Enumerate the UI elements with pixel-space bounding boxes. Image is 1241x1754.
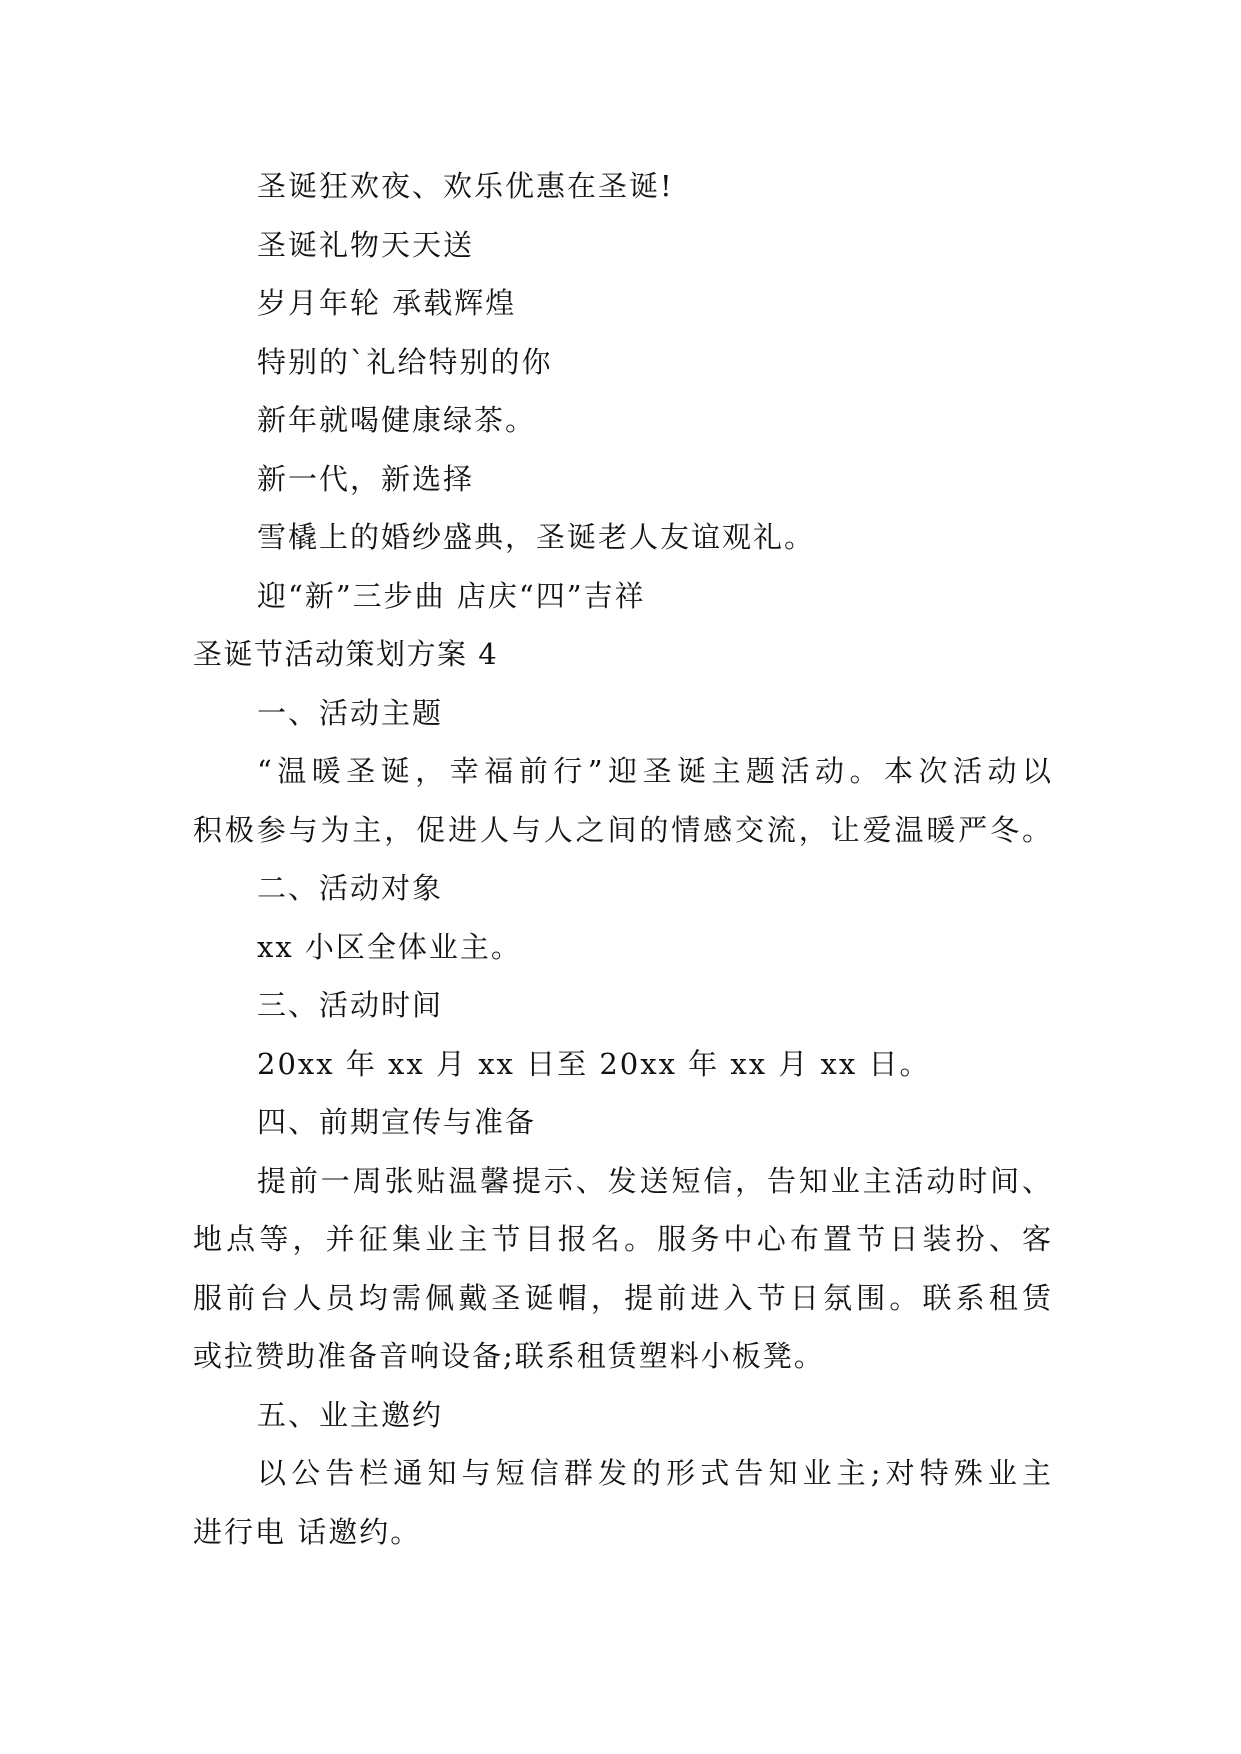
paragraph-line: 积极参与为主，促进人与人之间的情感交流，让爱温暖严冬。 bbox=[193, 812, 1053, 847]
paragraph-line: 服前台人员均需佩戴圣诞帽，提前进入节日氛围。联系租赁 bbox=[193, 1280, 1053, 1315]
heading-time: 三、活动时间 bbox=[257, 988, 444, 1022]
slogan-line: 圣诞礼物天天送 bbox=[257, 227, 475, 262]
slogan-line: 新一代，新选择 bbox=[257, 461, 475, 496]
heading-preparation: 四、前期宣传与准备 bbox=[257, 1105, 537, 1139]
slogan-line: 岁月年轮 承载辉煌 bbox=[257, 286, 517, 320]
heading-theme: 一、活动主题 bbox=[257, 695, 444, 730]
paragraph-line: 以公告栏通知与短信群发的形式告知业主;对特殊业主 bbox=[257, 1456, 1053, 1490]
slogan-line: 圣诞狂欢夜、欢乐优惠在圣诞! bbox=[257, 169, 674, 203]
slogan-line: 迎“新”三步曲 店庆“四”吉祥 bbox=[257, 578, 646, 613]
heading-invitation: 五、业主邀约 bbox=[257, 1397, 444, 1432]
heading-audience: 二、活动对象 bbox=[257, 871, 444, 905]
paragraph-line: 或拉赞助准备音响设备;联系租赁塑料小板凳。 bbox=[193, 1339, 825, 1373]
paragraph-line: 进行电 话邀约。 bbox=[193, 1514, 422, 1549]
paragraph-line: 地点等，并征集业主节目报名。服务中心布置节日装扮、客 bbox=[193, 1222, 1053, 1256]
section-title: 圣诞节活动策划方案 4 bbox=[193, 637, 499, 671]
slogan-line: 特别的`礼给特别的你 bbox=[257, 344, 553, 379]
slogan-line: 新年就喝健康绿茶。 bbox=[257, 403, 537, 437]
paragraph-line: “温暖圣诞，幸福前行”迎圣诞主题活动。本次活动以 bbox=[257, 754, 1053, 788]
paragraph-line: 20xx 年 xx 月 xx 日至 20xx 年 xx 月 xx 日。 bbox=[257, 1046, 931, 1081]
paragraph-line: xx 小区全体业主。 bbox=[257, 929, 522, 964]
paragraph-line: 提前一周张贴温馨提示、发送短信，告知业主活动时间、 bbox=[257, 1163, 1053, 1198]
slogan-line: 雪橇上的婚纱盛典，圣诞老人友谊观礼。 bbox=[257, 520, 816, 554]
document-body bbox=[193, 157, 1053, 1561]
